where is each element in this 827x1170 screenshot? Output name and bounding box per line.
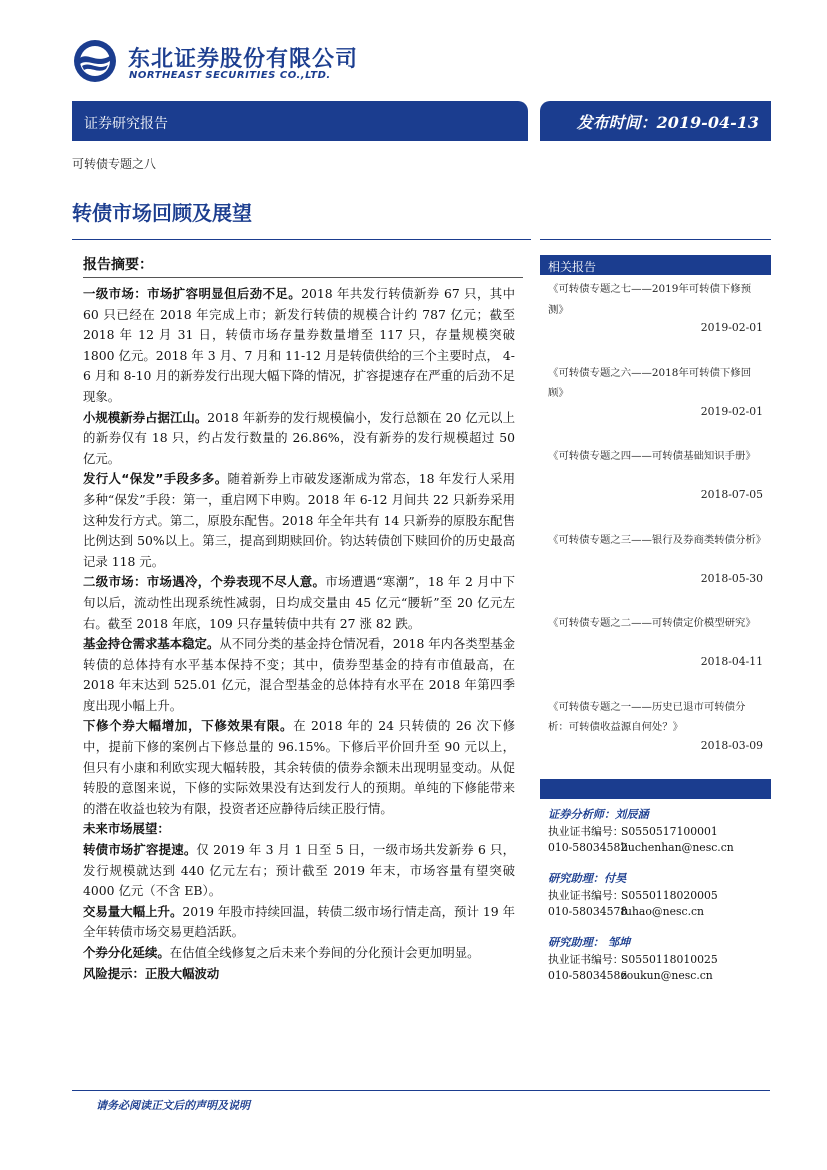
analyst-name: 研究助理： 邹坤: [548, 935, 631, 949]
analyst-contact-line: [548, 841, 768, 858]
publish-date-band: [540, 101, 771, 141]
paragraph-lead: 发行人“保发”手段多多。: [83, 471, 228, 487]
analyst-phone: 010-58034578: [548, 904, 628, 918]
series-label: 可转债专题之八: [72, 157, 157, 171]
summary-paragraph-volume: [83, 902, 515, 943]
summary-paragraph-divergence: [83, 943, 515, 964]
related-report-item[interactable]: [540, 359, 771, 443]
northeast-securities-logo-icon: [72, 38, 118, 84]
related-report-date: 2018-07-05: [700, 488, 763, 501]
related-report-item[interactable]: [540, 693, 771, 777]
related-report-title: 《可转债专题之二——可转债定价模型研究》: [548, 617, 756, 629]
related-report-title: 《可转债专题之一——历史已退市可转债分析：可转债收益源自何处？》: [548, 700, 746, 733]
paragraph-lead: 下修个券大幅增加，下修效果有限。: [83, 718, 294, 734]
footer-divider: [72, 1090, 770, 1091]
summary-paragraph-primary-market: [83, 284, 515, 408]
analyst-email[interactable]: liuchenhan@nesc.cn: [621, 840, 734, 854]
paragraph-text: 2019 年股市持续回温，转债二级市场行情走高，预计 19 年全年转债市场交易更趋活跃。: [83, 903, 515, 940]
publish-date: 发布时间：2019-04-13: [576, 113, 759, 132]
analyst-card: [548, 934, 768, 998]
risk-warning: 风险提示：正股大幅波动: [83, 965, 220, 981]
related-report-item[interactable]: [540, 442, 771, 526]
analyst-email[interactable]: fuhao@nesc.cn: [621, 904, 705, 918]
analyst-phone: 010-58034582: [548, 840, 628, 854]
summary-paragraph-secondary-market: [83, 572, 515, 634]
related-report-date: 2019-02-01: [700, 321, 763, 334]
report-type: 证券研究报告: [84, 116, 168, 132]
analyst-card: [548, 870, 768, 934]
analyst-email[interactable]: zoukun@nesc.cn: [621, 968, 713, 982]
analyst-list: [548, 806, 768, 998]
paragraph-text: 从不同分类的基金持仓情况看，2018 年内各类型基金转债的总体持有水平基本保持不变；其中，债券型基金的持有市值最高，在 2018 年末达到 525.01 亿元，混合型基金的总体持有水平在 2018 年第四季度出现小幅上升。: [83, 636, 515, 713]
disclaimer-notice: 请务必阅读正文后的声明及说明: [96, 1099, 250, 1112]
paragraph-text: 2018 年共发行转债新券 67 只，其中 60 只已经在 2018 年完成上市；新发行转债的规模合计约 787 亿元；截至 2018 年 12 月 31 日，转债市场存量券数量增至 117 只，存量规模突破 1800 亿元。2018 年 3 月、7 月和 11-12 月是转债供给的三个主要时点， 4-6 月和 8-10 月的新券发行出现大幅下降的情况，扩容提速存在严重的后劲不足现象。: [83, 286, 515, 404]
analyst-contact-line: [548, 905, 768, 922]
paragraph-lead: 基金持仓需求基本稳定。: [83, 636, 220, 652]
related-report-date: 2018-04-11: [700, 655, 763, 668]
paragraph-text: 仅 2019 年 3 月 1 日至 5 日，一级市场共发新券 6 只，发行规模就达到 440 亿元左右；预计截至 2019 年末，市场容量有望突破 4000 亿元（不含 EB）。: [83, 842, 516, 899]
analyst-cert-line: [548, 824, 768, 841]
cert-number: S0550118020005: [621, 889, 718, 902]
summary-heading: 报告摘要：: [83, 257, 153, 273]
summary-paragraph-expansion: [83, 840, 515, 902]
related-report-title: 《可转债专题之三——银行及券商类转债分析》: [548, 533, 767, 546]
related-report-title: 《可转债专题之七——2019年可转债下修预测》: [548, 283, 752, 316]
summary-paragraph-small-issues: [83, 408, 515, 470]
title-divider-left: [72, 239, 531, 240]
paragraph-lead: 二级市场：市场遇冷，个券表现不尽人意。: [83, 574, 326, 590]
summary-paragraph-issuer-measures: [83, 469, 515, 572]
company-name-en: NORTHEAST SECURITIES CO.,LTD.: [129, 70, 331, 81]
paragraph-text: 随着新券上市破发逐渐成为常态，18 年发行人采用多种“保发”手段：第一，重启网下申购。2018 年 6-12 月间共 22 只新券采用这种发行方式。第二，原股东配售。2018 年全年共有 14 只新券的原股东配售比例达到 50%以上。第三，提高到期赎回价。钧达转债创下赎回价的历史最高记录 118 元。: [83, 471, 515, 569]
related-reports-header: [540, 255, 771, 275]
analyst-card: [548, 806, 768, 870]
analyst-contact-line: [548, 969, 768, 986]
outlook-heading: 未来市场展望：: [83, 821, 170, 837]
cert-label: 执业证书编号：: [548, 953, 624, 966]
analyst-name: 研究助理：付昊: [548, 871, 627, 885]
page-title: 转债市场回顾及展望: [72, 201, 252, 225]
company-name-cn: 东北证券股份有限公司: [128, 47, 359, 72]
paragraph-text: 2018 年新券的发行规模偏小，发行总额在 20 亿元以上的新券仅有 18 只，约占发行数量的 26.86%，没有新券的发行规模超过 50 亿元。: [83, 409, 516, 466]
summary-divider: [83, 277, 523, 278]
paragraph-text: 市场遭遇“寒潮”，18 年 2 月中下旬以后，流动性出现系统性减弱，日均成交量由 45 亿元“腰斩”至 20 亿元左右。截至 2018 年底，109 只存量转债中共有 27 涨 82 跌。: [83, 574, 516, 631]
cert-number: S0550517100001: [621, 825, 718, 838]
related-report-item[interactable]: [540, 609, 771, 693]
paragraph-lead: 交易量大幅上升。: [83, 903, 183, 919]
related-report-date: 2019-02-01: [700, 404, 763, 418]
cert-label: 执业证书编号：: [548, 889, 624, 902]
cert-number: S0550118010025: [621, 953, 718, 966]
paragraph-lead: 一级市场：市场扩容明显但后劲不足。: [83, 286, 302, 301]
analyst-phone: 010-58034586: [548, 968, 628, 982]
summary-paragraph-downward-revision: [83, 716, 515, 819]
analyst-name: 证券分析师：刘辰涵: [548, 807, 649, 821]
title-divider-right: [540, 239, 771, 240]
summary-body: [83, 284, 515, 984]
paragraph-lead: 小规模新券占据江山。: [83, 409, 208, 425]
summary-paragraph-fund-holdings: [83, 634, 515, 716]
paragraph-text: 在 2018 年的 24 只转债的 26 次下修中，提前下修的案例占下修总量的 96.15%。下修后平价回升至 90 元以上，但只有小康和利欧实现大幅转股，其余转债的债券余额未出现明显变动。从促转股的意图来说，下修的实际效果没有达到发行人的预期。单纯的下修能带来的潜在收益也较为有限，投资者还应静待后续正股行情。: [83, 718, 516, 816]
related-reports-heading: 相关报告: [548, 260, 597, 274]
paragraph-lead: 转债市场扩容提速。: [83, 842, 197, 858]
analyst-cert-line: [548, 888, 768, 905]
analysts-header-bar: [540, 779, 771, 799]
cert-label: 执业证书编号：: [548, 825, 624, 838]
related-report-date: 2018-03-09: [700, 738, 763, 752]
related-report-item[interactable]: [540, 275, 771, 359]
company-logo: [72, 38, 372, 86]
analyst-cert-line: [548, 952, 768, 969]
related-reports-list: [540, 275, 771, 776]
related-report-item[interactable]: [540, 526, 771, 610]
paragraph-lead: 个券分化延续。: [83, 945, 170, 960]
report-type-band: [72, 101, 528, 141]
related-report-date: 2018-05-30: [700, 571, 763, 585]
related-report-title: 《可转债专题之四——可转债基础知识手册》: [548, 450, 756, 462]
paragraph-text: 在估值全线修复之后未来个券间的分化预计会更加明显。: [169, 945, 480, 960]
related-report-title: 《可转债专题之六——2018年可转债下修回顾》: [548, 366, 752, 399]
